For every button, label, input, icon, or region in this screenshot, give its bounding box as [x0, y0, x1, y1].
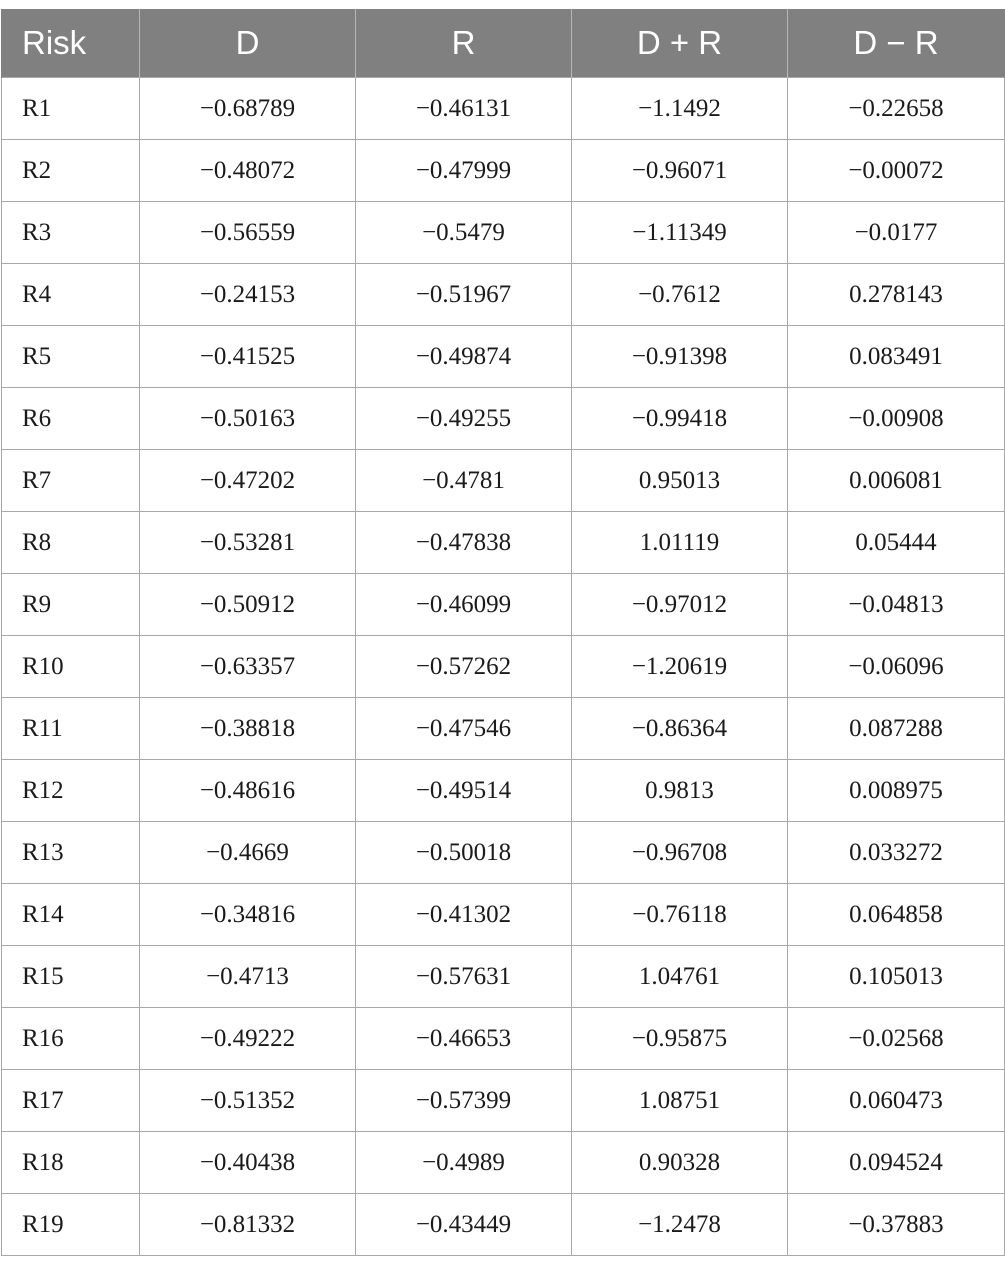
cell-d: −0.81332 [140, 1194, 356, 1256]
cell-risk: R8 [2, 512, 140, 574]
table-row [2, 760, 1005, 822]
cell-r: −0.41302 [356, 884, 572, 946]
cell-r: −0.47546 [356, 698, 572, 760]
header-d-plus-r: D + R [572, 9, 788, 78]
cell-d: −0.38818 [140, 698, 356, 760]
table-row [2, 140, 1005, 202]
table-row [2, 946, 1005, 1008]
table-row [2, 512, 1005, 574]
cell-d-plus-r: 1.08751 [572, 1070, 788, 1132]
cell-risk: R4 [2, 264, 140, 326]
cell-d: −0.50912 [140, 574, 356, 636]
table-row [2, 326, 1005, 388]
cell-d: −0.40438 [140, 1132, 356, 1194]
table-row [2, 822, 1005, 884]
cell-r: −0.47838 [356, 512, 572, 574]
cell-d: −0.50163 [140, 388, 356, 450]
cell-d: −0.47202 [140, 450, 356, 512]
cell-r: −0.46099 [356, 574, 572, 636]
cell-risk: R10 [2, 636, 140, 698]
cell-d-minus-r: 0.094524 [788, 1132, 1005, 1194]
table-row [2, 1070, 1005, 1132]
cell-risk: R12 [2, 760, 140, 822]
cell-r: −0.46653 [356, 1008, 572, 1070]
table-row [2, 884, 1005, 946]
cell-d-minus-r: 0.033272 [788, 822, 1005, 884]
cell-risk: R7 [2, 450, 140, 512]
cell-r: −0.49514 [356, 760, 572, 822]
table-row [2, 388, 1005, 450]
header-d: D [140, 9, 356, 78]
cell-r: −0.49255 [356, 388, 572, 450]
table-row [2, 1194, 1005, 1256]
cell-d-minus-r: −0.37883 [788, 1194, 1005, 1256]
cell-d-plus-r: 0.9813 [572, 760, 788, 822]
table-row [2, 450, 1005, 512]
risk-table [1, 9, 1005, 1256]
cell-d-minus-r: −0.00908 [788, 388, 1005, 450]
cell-d-plus-r: −0.97012 [572, 574, 788, 636]
cell-risk: R2 [2, 140, 140, 202]
table-body [2, 78, 1005, 1256]
cell-d-minus-r: −0.22658 [788, 78, 1005, 140]
table-header [2, 9, 1005, 78]
cell-d-plus-r: −0.99418 [572, 388, 788, 450]
risk-table-container [1, 9, 1004, 1256]
cell-d-plus-r: −1.20619 [572, 636, 788, 698]
cell-risk: R6 [2, 388, 140, 450]
cell-d-minus-r: −0.00072 [788, 140, 1005, 202]
cell-d-minus-r: 0.087288 [788, 698, 1005, 760]
cell-d-plus-r: −0.96071 [572, 140, 788, 202]
cell-d-minus-r: 0.006081 [788, 450, 1005, 512]
cell-d: −0.48616 [140, 760, 356, 822]
cell-d-minus-r: 0.105013 [788, 946, 1005, 1008]
cell-risk: R15 [2, 946, 140, 1008]
cell-d: −0.49222 [140, 1008, 356, 1070]
cell-d: −0.56559 [140, 202, 356, 264]
cell-risk: R1 [2, 78, 140, 140]
cell-d: −0.4669 [140, 822, 356, 884]
cell-d-minus-r: −0.0177 [788, 202, 1005, 264]
cell-risk: R11 [2, 698, 140, 760]
cell-d: −0.51352 [140, 1070, 356, 1132]
cell-r: −0.57399 [356, 1070, 572, 1132]
cell-d: −0.24153 [140, 264, 356, 326]
cell-d-plus-r: 1.04761 [572, 946, 788, 1008]
cell-risk: R14 [2, 884, 140, 946]
cell-d-plus-r: −1.1492 [572, 78, 788, 140]
table-row [2, 1008, 1005, 1070]
cell-d-minus-r: 0.008975 [788, 760, 1005, 822]
header-risk: Risk [2, 9, 140, 78]
cell-risk: R19 [2, 1194, 140, 1256]
cell-d-minus-r: 0.05444 [788, 512, 1005, 574]
cell-d: −0.41525 [140, 326, 356, 388]
cell-d: −0.34816 [140, 884, 356, 946]
header-d-minus-r: D − R [788, 9, 1005, 78]
table-row [2, 574, 1005, 636]
header-r: R [356, 9, 572, 78]
cell-r: −0.49874 [356, 326, 572, 388]
cell-r: −0.4989 [356, 1132, 572, 1194]
cell-d-minus-r: 0.060473 [788, 1070, 1005, 1132]
cell-risk: R5 [2, 326, 140, 388]
table-row [2, 264, 1005, 326]
cell-d-minus-r: −0.04813 [788, 574, 1005, 636]
cell-r: −0.5479 [356, 202, 572, 264]
cell-d-plus-r: −0.7612 [572, 264, 788, 326]
table-row [2, 636, 1005, 698]
cell-risk: R18 [2, 1132, 140, 1194]
cell-d-plus-r: 0.90328 [572, 1132, 788, 1194]
cell-r: −0.57631 [356, 946, 572, 1008]
cell-d-plus-r: −0.86364 [572, 698, 788, 760]
cell-risk: R13 [2, 822, 140, 884]
cell-d-plus-r: 1.01119 [572, 512, 788, 574]
cell-risk: R17 [2, 1070, 140, 1132]
cell-d-minus-r: −0.06096 [788, 636, 1005, 698]
cell-d-plus-r: −0.76118 [572, 884, 788, 946]
table-row [2, 202, 1005, 264]
cell-risk: R3 [2, 202, 140, 264]
cell-d-minus-r: 0.064858 [788, 884, 1005, 946]
cell-d-plus-r: 0.95013 [572, 450, 788, 512]
cell-d-plus-r: −1.11349 [572, 202, 788, 264]
cell-d: −0.4713 [140, 946, 356, 1008]
cell-d-minus-r: 0.083491 [788, 326, 1005, 388]
table-row [2, 1132, 1005, 1194]
cell-r: −0.50018 [356, 822, 572, 884]
table-row [2, 698, 1005, 760]
cell-r: −0.47999 [356, 140, 572, 202]
cell-d: −0.68789 [140, 78, 356, 140]
cell-d-plus-r: −0.91398 [572, 326, 788, 388]
cell-d: −0.53281 [140, 512, 356, 574]
cell-r: −0.4781 [356, 450, 572, 512]
cell-d-plus-r: −0.95875 [572, 1008, 788, 1070]
cell-r: −0.57262 [356, 636, 572, 698]
cell-r: −0.43449 [356, 1194, 572, 1256]
cell-d-plus-r: −1.2478 [572, 1194, 788, 1256]
table-row [2, 78, 1005, 140]
cell-d-minus-r: 0.278143 [788, 264, 1005, 326]
cell-d-plus-r: −0.96708 [572, 822, 788, 884]
cell-r: −0.51967 [356, 264, 572, 326]
cell-risk: R9 [2, 574, 140, 636]
header-row [2, 9, 1005, 78]
cell-d: −0.63357 [140, 636, 356, 698]
cell-risk: R16 [2, 1008, 140, 1070]
cell-d-minus-r: −0.02568 [788, 1008, 1005, 1070]
cell-r: −0.46131 [356, 78, 572, 140]
cell-d: −0.48072 [140, 140, 356, 202]
